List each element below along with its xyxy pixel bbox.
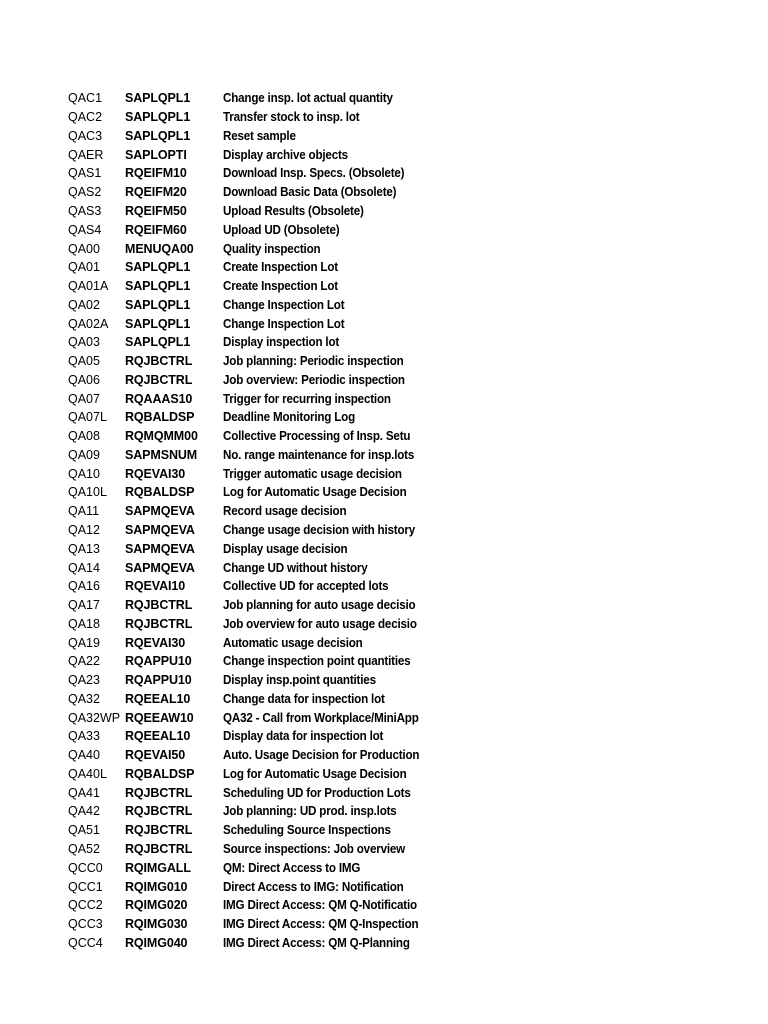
program-name: SAPLQPL1 — [125, 91, 191, 106]
transaction-code: QA41 — [68, 785, 100, 800]
transaction-description: Change insp. lot actual quantity — [223, 91, 393, 106]
transaction-description: Deadline Monitoring Log — [223, 410, 355, 425]
table-row — [68, 314, 748, 333]
table-row — [68, 690, 748, 709]
transaction-description: IMG Direct Access: QM Q-Planning — [223, 935, 410, 950]
table-row — [68, 446, 748, 465]
program-name: SAPLQPL1 — [125, 260, 191, 275]
transaction-code: QA32WP — [68, 710, 121, 725]
transaction-code: QA01 — [68, 260, 100, 275]
transaction-code: QA16 — [68, 579, 100, 594]
table-row — [68, 389, 748, 408]
table-row — [68, 633, 748, 652]
transaction-description: IMG Direct Access: QM Q-Inspection — [223, 917, 419, 932]
transaction-description: Source inspections: Job overview — [223, 842, 406, 856]
table-row — [68, 933, 748, 952]
transaction-description: Transfer stock to insp. lot — [223, 110, 360, 125]
program-name: RQEIFM50 — [125, 203, 187, 218]
transaction-code: QA10L — [68, 485, 107, 500]
transaction-description: Scheduling Source Inspections — [223, 823, 391, 838]
table-row — [68, 614, 748, 633]
transaction-code: QA03 — [68, 335, 100, 350]
transaction-description: Create Inspection Lot — [223, 260, 338, 275]
transaction-description: No. range maintenance for insp.lots — [223, 447, 415, 462]
program-name: RQEEAL10 — [125, 691, 191, 706]
transaction-code: QA08 — [68, 429, 100, 444]
program-name: RQIMG030 — [125, 917, 188, 932]
table-row — [68, 145, 748, 164]
program-name: SAPLQPL1 — [125, 279, 191, 294]
transaction-code: QA12 — [68, 522, 100, 537]
program-name: SAPLQPL1 — [125, 297, 191, 312]
table-row — [68, 108, 748, 127]
transaction-description: Display inspection lot — [223, 335, 340, 350]
transaction-description: Change data for inspection lot — [223, 691, 385, 706]
transaction-code: QA33 — [68, 729, 100, 744]
transaction-description: Collective UD for accepted lots — [223, 579, 389, 594]
transaction-code: QA22 — [68, 654, 100, 669]
transaction-description: Record usage decision — [223, 504, 347, 519]
table-row — [68, 352, 748, 371]
transaction-description: Job planning for auto usage decisio — [223, 598, 416, 613]
transaction-description: Create Inspection Lot — [223, 279, 338, 294]
program-name: RQEIFM60 — [125, 222, 187, 237]
transaction-description: Display archive objects — [223, 147, 348, 162]
program-name: SAPMQEVA — [125, 504, 195, 519]
transaction-description: Trigger automatic usage decision — [223, 466, 402, 481]
transaction-code: QA18 — [68, 616, 100, 631]
transaction-description: Scheduling UD for Production Lots — [223, 785, 411, 800]
transaction-code: QAC1 — [68, 91, 103, 106]
program-name: RQIMG020 — [125, 898, 188, 913]
table-row — [68, 821, 748, 840]
program-name: RQIMG040 — [125, 935, 188, 950]
transaction-description: Change inspection point quantities — [223, 654, 411, 669]
transaction-code: QA07L — [68, 410, 107, 425]
table-row — [68, 164, 748, 183]
transaction-code: QA13 — [68, 541, 100, 556]
program-name: RQBALDSP — [125, 766, 195, 781]
table-row — [68, 333, 748, 352]
program-name: SAPLOPTI — [125, 147, 187, 162]
program-name: RQAPPU10 — [125, 654, 192, 669]
transaction-description: Trigger for recurring inspection — [223, 391, 391, 406]
program-name: SAPLQPL1 — [125, 128, 191, 143]
program-name: RQIMG010 — [125, 879, 188, 894]
table-row — [68, 727, 748, 746]
transaction-code: QA51 — [68, 823, 100, 838]
transaction-code: QCC3 — [68, 917, 103, 932]
table-row — [68, 183, 748, 202]
program-name: RQEIFM10 — [125, 166, 187, 181]
program-name: RQEVAI50 — [125, 748, 186, 763]
transaction-code: QCC1 — [68, 879, 103, 894]
transaction-code: QA05 — [68, 354, 100, 369]
transaction-description: IMG Direct Access: QM Q-Notificatio — [223, 898, 417, 913]
transaction-description: Job overview: Periodic inspection — [223, 372, 405, 387]
transaction-description: Display insp.point quantities — [223, 673, 376, 688]
transaction-description: Job planning: UD prod. insp.lots — [223, 804, 397, 819]
table-row — [68, 483, 748, 502]
table-row — [68, 652, 748, 671]
transaction-code: QA14 — [68, 560, 100, 575]
transaction-code: QA52 — [68, 842, 100, 856]
table-row — [68, 220, 748, 239]
transaction-description: Log for Automatic Usage Decision — [223, 766, 407, 781]
table-row — [68, 277, 748, 296]
table-row — [68, 765, 748, 784]
table-row — [68, 671, 748, 690]
table-row — [68, 521, 748, 540]
transaction-description: Download Insp. Specs. (Obsolete) — [223, 166, 405, 181]
transaction-code: QAS3 — [68, 203, 102, 218]
program-name: SAPMQEVA — [125, 522, 195, 537]
transaction-description: Direct Access to IMG: Notification — [223, 879, 404, 894]
transaction-code: QA19 — [68, 635, 100, 650]
program-name: SAPLQPL1 — [125, 316, 191, 331]
program-name: RQBALDSP — [125, 485, 195, 500]
table-row — [68, 89, 748, 108]
program-name: RQBALDSP — [125, 410, 195, 425]
program-name: RQAAAS10 — [125, 391, 193, 406]
table-row — [68, 596, 748, 615]
table-row — [68, 558, 748, 577]
table-row — [68, 127, 748, 146]
table-row — [68, 408, 748, 427]
transaction-code: QA23 — [68, 673, 100, 688]
program-name: RQAPPU10 — [125, 673, 192, 688]
table-row — [68, 840, 748, 859]
transaction-code: QCC2 — [68, 898, 103, 913]
transaction-description: Auto. Usage Decision for Production — [223, 748, 420, 763]
transaction-description: Change usage decision with history — [223, 522, 415, 537]
program-name: RQJBCTRL — [125, 804, 193, 819]
table-row — [68, 370, 748, 389]
table-row — [68, 202, 748, 221]
transaction-code: QCC4 — [68, 935, 103, 950]
transaction-description: Display usage decision — [223, 541, 348, 556]
transaction-code: QAC3 — [68, 128, 103, 143]
transaction-code: QA40L — [68, 766, 107, 781]
transaction-table — [68, 89, 748, 952]
table-row — [68, 295, 748, 314]
transaction-code: QA10 — [68, 466, 100, 481]
transaction-code: QA17 — [68, 598, 100, 613]
transaction-description: Upload UD (Obsolete) — [223, 222, 340, 237]
program-name: RQJBCTRL — [125, 616, 193, 631]
table-row — [68, 746, 748, 765]
program-name: RQJBCTRL — [125, 823, 193, 838]
program-name: SAPMQEVA — [125, 541, 195, 556]
program-name: RQJBCTRL — [125, 785, 193, 800]
transaction-description: Job overview for auto usage decisio — [223, 616, 417, 631]
transaction-description: Download Basic Data (Obsolete) — [223, 185, 397, 200]
transaction-code: QAER — [68, 147, 104, 162]
transaction-description: QM: Direct Access to IMG — [223, 860, 361, 875]
table-row — [68, 502, 748, 521]
table-row — [68, 708, 748, 727]
table-row — [68, 896, 748, 915]
table-row — [68, 783, 748, 802]
table-row — [68, 427, 748, 446]
transaction-code: QA32 — [68, 691, 100, 706]
table-row — [68, 858, 748, 877]
program-name: RQEEAL10 — [125, 729, 191, 744]
transaction-description: Reset sample — [223, 128, 296, 143]
program-name: RQEVAI30 — [125, 466, 186, 481]
program-name: SAPMQEVA — [125, 560, 195, 575]
transaction-code: QA00 — [68, 241, 100, 256]
transaction-code: QAS2 — [68, 185, 102, 200]
table-row — [68, 539, 748, 558]
transaction-code: QAS4 — [68, 222, 102, 237]
program-name: SAPLQPL1 — [125, 335, 191, 350]
table-row — [68, 802, 748, 821]
transaction-code: QAC2 — [68, 110, 103, 125]
transaction-description: Upload Results (Obsolete) — [223, 203, 364, 218]
transaction-description: QA32 - Call from Workplace/MiniApp — [223, 710, 419, 725]
transaction-description: Log for Automatic Usage Decision — [223, 485, 407, 500]
program-name: RQEVAI30 — [125, 635, 186, 650]
program-name: RQEVAI10 — [125, 579, 186, 594]
table-row — [68, 258, 748, 277]
transaction-code: QCC0 — [68, 860, 103, 875]
transaction-code: QA07 — [68, 391, 100, 406]
program-name: RQEIFM20 — [125, 185, 187, 200]
program-name: RQMQMM00 — [125, 429, 198, 444]
program-name: SAPLQPL1 — [125, 110, 191, 125]
transaction-code: QA01A — [68, 279, 109, 294]
program-name: RQEEAW10 — [125, 710, 194, 725]
program-name: RQIMGALL — [125, 860, 191, 875]
program-name: RQJBCTRL — [125, 354, 193, 369]
transaction-description: Change UD without history — [223, 560, 368, 575]
table-row — [68, 464, 748, 483]
transaction-code: QA11 — [68, 504, 100, 519]
transaction-code: QA42 — [68, 804, 100, 819]
transaction-description: Collective Processing of Insp. Setu — [223, 429, 411, 444]
transaction-code: QA40 — [68, 748, 100, 763]
table-row — [68, 577, 748, 596]
transaction-code: QAS1 — [68, 166, 102, 181]
table-row — [68, 239, 748, 258]
transaction-description: Change Inspection Lot — [223, 316, 345, 331]
transaction-description: Change Inspection Lot — [223, 297, 345, 312]
table-row — [68, 877, 748, 896]
transaction-code: QA09 — [68, 447, 100, 462]
transaction-description: Quality inspection — [223, 241, 321, 256]
program-name: SAPMSNUM — [125, 447, 198, 462]
program-name: RQJBCTRL — [125, 598, 193, 613]
transaction-code: QA02A — [68, 316, 109, 331]
program-name: MENUQA00 — [125, 241, 194, 256]
transaction-description: Automatic usage decision — [223, 635, 363, 650]
program-name: RQJBCTRL — [125, 372, 193, 387]
program-name: RQJBCTRL — [125, 842, 193, 856]
transaction-description: Display data for inspection lot — [223, 729, 384, 744]
transaction-description: Job planning: Periodic inspection — [223, 354, 404, 369]
table-row — [68, 915, 748, 934]
transaction-code: QA02 — [68, 297, 100, 312]
transaction-code: QA06 — [68, 372, 100, 387]
